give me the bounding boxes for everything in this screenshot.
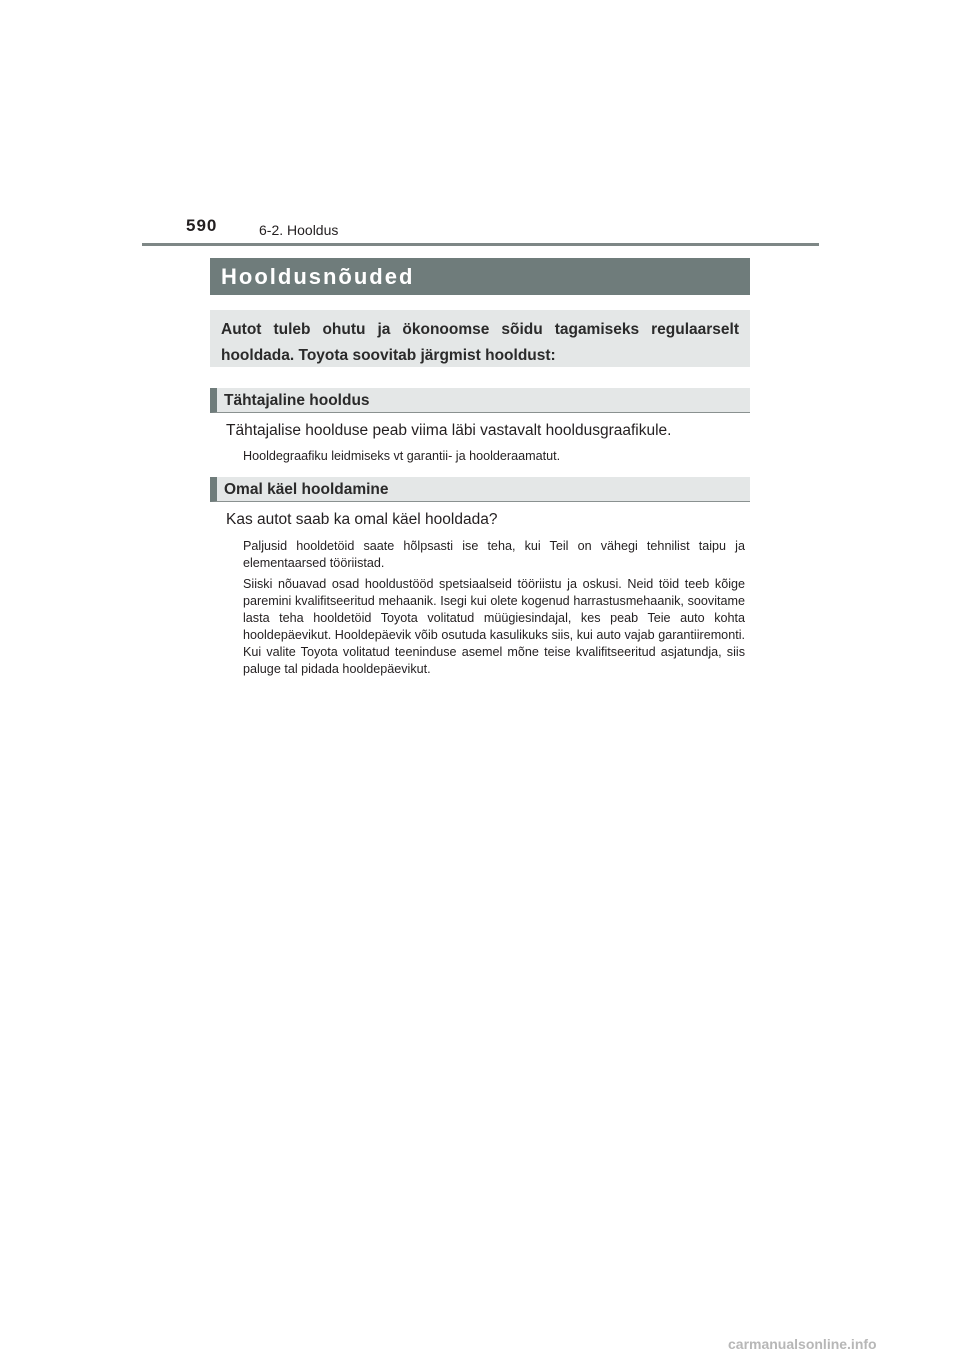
section-heading-periodic-maintenance: Tähtajaline hooldus [210,388,750,413]
watermark-text: carmanualsonline.info [728,1336,877,1352]
section-heading-diy-maintenance: Omal käel hooldamine [210,477,750,502]
page-title: Hooldusnõuded [210,258,750,295]
section-label: 6-2. Hooldus [259,222,339,238]
section-note: Hooldegraafiku leidmiseks vt garantii- ja hoolderaamatut. [243,449,561,463]
header-divider [142,243,819,246]
page-number: 590 [186,216,218,235]
intro-box: Autot tuleb ohutu ja ökonoomse sõidu tagamiseks regulaarselt hooldada. Toyota soovitab järgmist hooldust: [210,310,750,367]
section-note: Paljusid hooldetöid saate hõlpsasti ise teha, kui Teil on vähegi tehnilist taipu ja elementaarsed tööriistad. [243,539,745,570]
section-lead-text: Kas autot saab ka omal käel hooldada? [226,511,498,528]
section-note: Siiski nõuavad osad hooldustööd spetsiaalseid tööriistu ja oskusi. Neid töid teeb kõige paremini kvalifitseeritud mehaanik. Isegi kui olete kogenud harrastusmehaanik, soovitame lasta teha hooldetöid Toyota volitatud müügiesindajal, kes peab Teie auto kohta hooldepäevikut. Hooldepäevik võib osutuda kasulikuks siis, kui auto vajab garantiiremonti. Kui valite Toyota volitatud teeninduse asemel mõne teise kvalifitseeritud asjatundja, siis paluge tal pidada hooldepäevikut. [243,577,745,676]
section-lead-text: Tähtajalise hoolduse peab viima läbi vastavalt hooldusgraafikule. [226,422,672,439]
